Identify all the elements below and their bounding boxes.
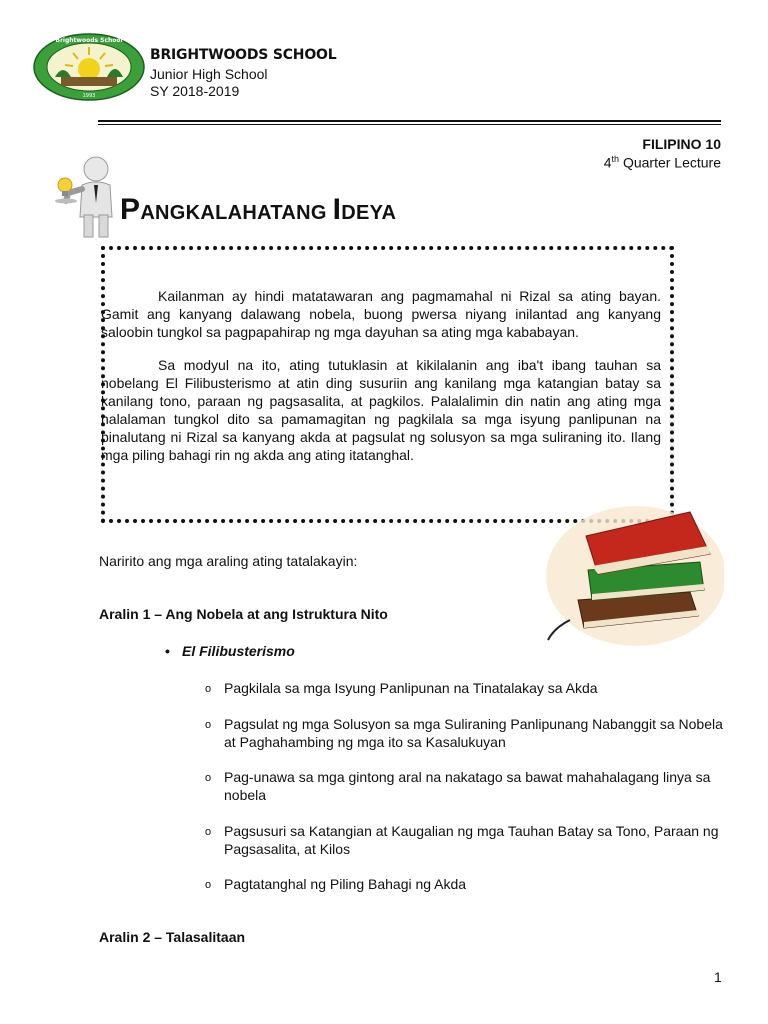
school-level: Junior High School (150, 66, 268, 82)
quarter-number: 4 (603, 154, 612, 171)
list-item-text: Pagtatanghal ng Piling Bahagi ng Akda (224, 876, 467, 892)
title-cap-i: I (332, 193, 342, 226)
page-number: 1 (714, 969, 722, 985)
list-item (205, 875, 725, 893)
school-year: SY 2018-2019 (150, 83, 240, 99)
title-rest-1: ANGKALAHATANG (140, 202, 333, 224)
book-stack-icon (540, 488, 724, 648)
circle-bullet-icon: o (205, 879, 212, 891)
list-item (205, 822, 725, 858)
page-title (120, 193, 396, 227)
intro-paragraph-2 (101, 356, 661, 464)
aralin-1-bullet (165, 643, 295, 659)
circle-bullet-icon: o (205, 719, 212, 731)
presenter-lightbulb-icon (52, 155, 124, 239)
aralin-2-title: Aralin 2 – Talasalitaan (99, 929, 246, 945)
list-item-text: Pagsusuri sa Katangian at Kaugalian ng mga Tauhan Batay sa Tono, Paraan ng Pagsasalita, at Kilos (224, 823, 719, 857)
quarter-suffix: th (611, 154, 620, 164)
quarter-text: Quarter Lecture (619, 154, 721, 171)
bullet-text: El Filibusterismo (182, 643, 295, 659)
list-item (205, 768, 725, 804)
list-item (205, 715, 725, 751)
intro-paragraph-1-text: Kailanman ay hindi matatawaran ang pagmamahal ni Rizal sa ating bayan. Gamit ang kanyang dalawang nobela, buong pwersa niyang inilantad ang kanyang saloobin tungkol sa pagpapahirap ng mga dayuhan sa ating mga kababayan. (101, 288, 661, 340)
school-seal-icon (33, 33, 145, 101)
aralin-1-title: Aralin 1 – Ang Nobela at ang Istruktura Nito (99, 606, 388, 622)
bullet-icon: • (165, 643, 170, 659)
lessons-intro: Naririto ang mga araling ating tatalakayin: (99, 553, 358, 569)
title-cap-p: P (120, 193, 141, 226)
intro-paragraph-1 (101, 287, 661, 341)
subject-label: FILIPINO 10 (642, 136, 721, 152)
circle-bullet-icon: o (205, 826, 212, 838)
title-rest-2: DEYA (341, 202, 397, 224)
circle-bullet-icon: o (205, 683, 212, 695)
school-info (150, 66, 268, 100)
header-rule (98, 120, 721, 122)
logo-text: Brightwoods School (55, 37, 123, 44)
list-item-text: Pagsulat ng mga Solusyon sa mga Suliraning Panlipunang Nabanggit sa Nobela at Paghahambing ng mga ito sa Kasalukuyan (224, 716, 723, 750)
school-name: BRIGHTWOODS SCHOOL (150, 47, 337, 63)
list-item-text: Pag-unawa sa mga gintong aral na nakatago sa bawat mahahalagang linya sa nobela (224, 769, 711, 803)
header-rule-thin (98, 124, 721, 125)
quarter-label (604, 154, 721, 171)
intro-paragraph-2-text: Sa modyul na ito, ating tutuklasin at kikilalanin ang iba't ibang tauhan sa nobelang El Filibusterismo at atin ding susuriin ang kanilang mga katangian batay sa kanilang tono, paraan ng pagsasalita, at pagkilos. Palalalimin din natin ang ating mga nalalaman tungkol dito sa pamamagitan ng pagkilala sa mga isyung panlipunan na pinalutang ni Rizal sa kanyang akda at pagsulat ng solusyon sa mga suliraning ito. Ilang mga piling bahagi rin ng akda ang ating itatanghal. (101, 357, 661, 463)
circle-bullet-icon: o (205, 772, 212, 784)
logo-year: 1993 (82, 93, 96, 99)
list-item-text: Pagkilala sa mga Isyung Panlipunan na Tinatalakay sa Akda (224, 680, 598, 696)
list-item (205, 679, 725, 697)
